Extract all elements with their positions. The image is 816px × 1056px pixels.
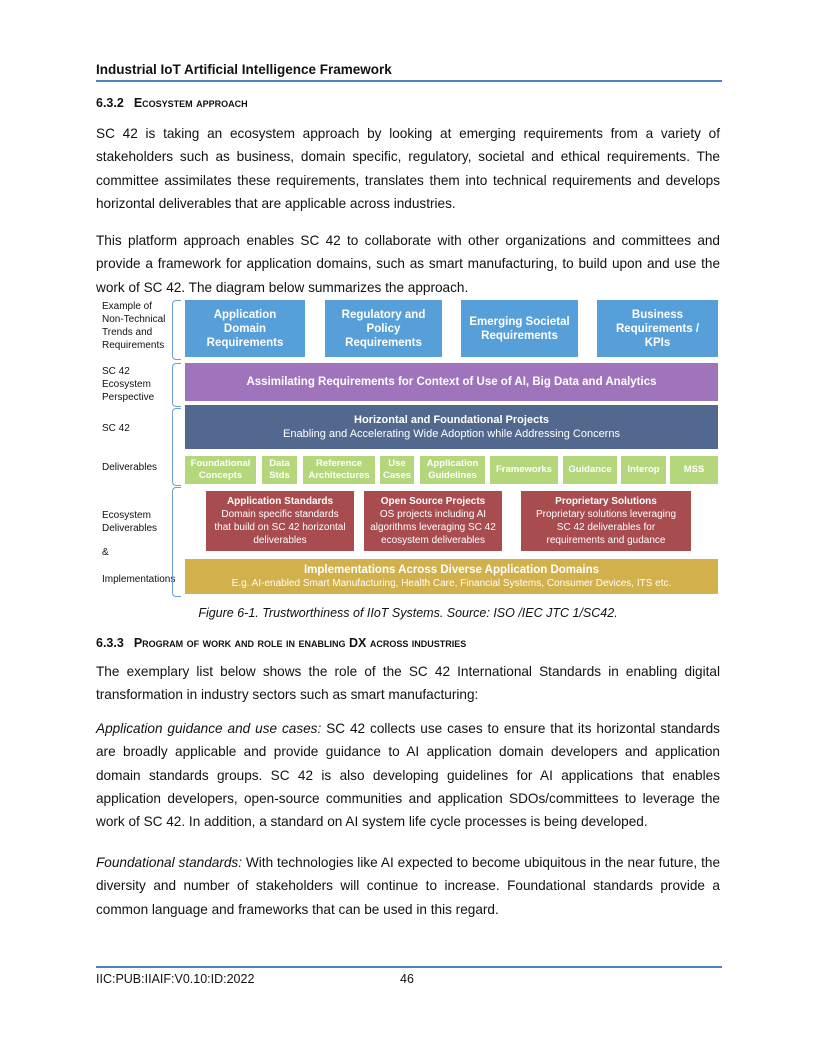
deliverable-box: Guidance	[563, 456, 617, 484]
box-title: Application Standards	[226, 496, 334, 507]
section-title: Ecosystem approach	[133, 96, 248, 110]
requirement-box: Application Domain Requirements	[185, 300, 305, 357]
paragraph-lead: Application guidance and use cases:	[96, 721, 322, 736]
paragraph: This platform approach enables SC 42 to collaborate with other organizations and committees and provide a framework for application domains, such as smart manufacturing, to build upon and use the work of SC 42. The diagram below summarizes the approach.	[96, 233, 720, 295]
footer-rule	[96, 966, 722, 968]
box-title: Open Source Projects	[380, 496, 486, 507]
deliverable-box: Application Guidelines	[420, 456, 485, 484]
assimilating-bar: Assimilating Requirements for Context of Use of AI, Big Data and Analytics	[185, 363, 718, 401]
deliverable-box: Data Stds	[262, 456, 297, 484]
ecosystem-box	[364, 491, 502, 551]
bracket	[172, 363, 181, 407]
bar-title: Horizontal and Foundational Projects	[354, 414, 549, 426]
requirement-box: Business Requirements / KPIs	[597, 300, 718, 357]
section-title-dx: DX	[348, 636, 367, 650]
deliverable-box: Use Cases	[380, 456, 414, 484]
implementations-bar	[185, 559, 718, 594]
box-text: Proprietary solutions leveraging SC 42 deliverables for requirements and gudance	[535, 509, 677, 546]
paragraph: The exemplary list below shows the role of the SC 42 International Standards in enabling digital transformation in industry sectors such as smart manufacturing:	[96, 664, 720, 703]
paragraph	[96, 851, 720, 921]
paragraph-text: With technologies like AI expected to become ubiquitous in the near future, the diversity and number of stakeholders will continue to increase. Foundational standards provide a common language and frameworks that can be used in this regard.	[96, 855, 721, 917]
box-text: Domain specific standards that build on SC 42 horizontal deliverables	[214, 509, 346, 546]
deliverable-box: Reference Architectures	[303, 456, 375, 484]
row-label: SC 42 Ecosystem Perspective	[102, 366, 155, 403]
bar-subtitle: E.g. AI-enabled Smart Manufacturing, Health Care, Financial Systems, Consumer Devices, ITS etc.	[231, 577, 672, 589]
deliverable-box: Interop	[621, 456, 666, 484]
ecosystem-box	[206, 491, 354, 551]
box-text: OS projects including AI algorithms leveraging SC 42 ecosystem deliverables	[370, 509, 496, 546]
footer-doc-id: IIC:PUB:IIAIF:V0.10:ID:2022	[96, 972, 255, 986]
deliverable-box: Foundational Concepts	[185, 456, 256, 484]
box-title: Proprietary Solutions	[555, 496, 657, 507]
section-number: 6.3.3	[96, 636, 124, 650]
paragraph-text: SC 42 collects use cases to ensure that its horizontal standards are broadly applicable and provide guidance to AI application domain developers and application domain standards groups. SC 42 is also developing guidelines for AI applications that enables application developers, open-source communities and application SDOs/committees to leverage the work of SC 42. In addition, a standard on AI system life cycle processes is being developed.	[96, 721, 720, 830]
requirement-box: Emerging Societal Requirements	[461, 300, 578, 357]
horizontal-projects-bar	[185, 405, 718, 449]
bracket	[172, 408, 181, 486]
bracket	[172, 487, 181, 597]
section-title-rest: across industries	[369, 636, 467, 650]
section-heading-6-3-3	[96, 636, 466, 650]
requirement-box: Regulatory and Policy Requirements	[325, 300, 442, 357]
header-rule	[96, 80, 722, 82]
row-label: Implementations	[102, 574, 176, 585]
row-label: Example of Non-Technical Trends and Requirements	[102, 301, 166, 351]
ecosystem-box	[521, 491, 691, 551]
row-label: &	[102, 547, 109, 558]
paragraph: SC 42 is taking an ecosystem approach by looking at emerging requirements from a variety of stakeholders such as business, domain specific, regulatory, societal and ethical requirements. The committee assimilates these requirements, translates them into technical requirements and develops horizontal deliverables that are applicable across industries.	[96, 126, 720, 211]
section-number: 6.3.2	[96, 96, 124, 110]
deliverable-box: Frameworks	[490, 456, 558, 484]
page-number: 46	[400, 972, 414, 986]
bracket	[172, 300, 181, 360]
running-header: Industrial IoT Artificial Intelligence Framework	[96, 62, 392, 77]
bar-subtitle: Enabling and Accelerating Wide Adoption while Addressing Concerns	[283, 428, 620, 440]
row-label: Deliverables	[102, 462, 158, 473]
section-title: Program of work and role in enabling	[133, 636, 346, 650]
row-label: SC 42	[102, 423, 130, 434]
deliverable-box: MSS	[670, 456, 718, 484]
section-heading-6-3-2	[96, 96, 248, 110]
paragraph-lead: Foundational standards:	[96, 855, 243, 870]
bar-title: Implementations Across Diverse Application Domains	[303, 563, 600, 576]
figure-caption: Figure 6-1. Trustworthiness of IIoT Systems. Source: ISO /IEC JTC 1/SC42.	[198, 606, 618, 620]
paragraph	[96, 717, 720, 833]
row-label: Ecosystem Deliverables	[102, 510, 158, 534]
